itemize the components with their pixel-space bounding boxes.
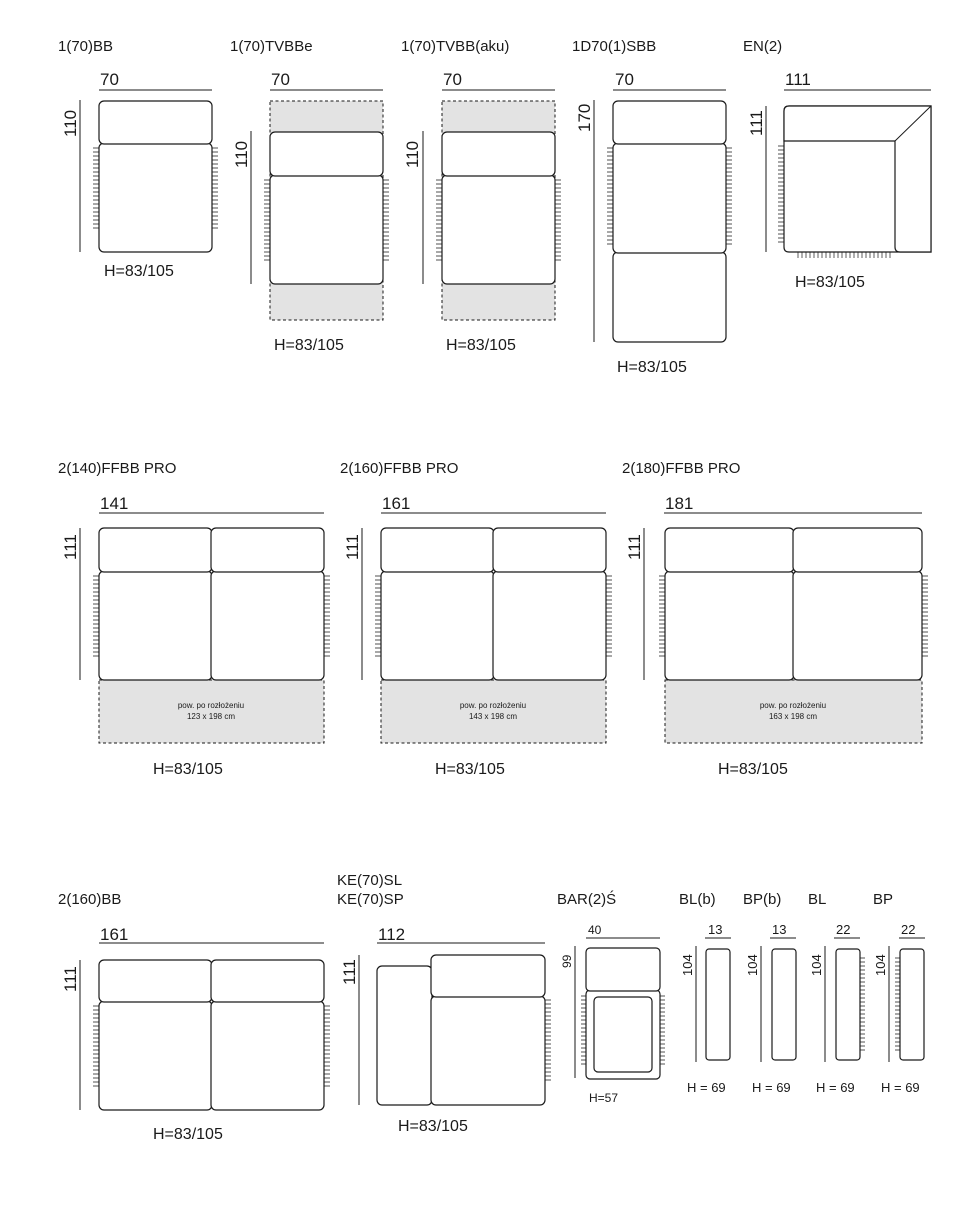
footrest-outline — [613, 252, 726, 342]
backrest-right-outline — [211, 960, 324, 1002]
module-name: 2(140)FFBB PRO — [58, 460, 177, 477]
stitching-marks-right — [545, 1000, 551, 1080]
stitching-marks-left — [93, 148, 99, 228]
module-1-70-tvbb-aku — [401, 38, 561, 354]
bed-size: 163 x 198 cm — [768, 712, 818, 721]
backrest-outline — [431, 955, 545, 997]
module-en-2 — [743, 38, 931, 291]
backrest-right-outline — [493, 528, 606, 572]
module-ke-70-sl-sp — [337, 872, 551, 1135]
height-label: H=83/105 — [795, 274, 865, 291]
bed-size: 143 x 198 cm — [468, 712, 518, 721]
depth-dimension: 104 — [873, 954, 888, 976]
stitching-marks-left — [93, 576, 99, 656]
module-1d70-1-sbb — [572, 38, 732, 376]
seat-outline — [431, 996, 545, 1105]
seat-right-outline — [211, 571, 324, 680]
module-name: BP(b) — [743, 891, 782, 908]
depth-dimension: 104 — [809, 954, 824, 976]
backrest-left-outline — [99, 528, 212, 572]
width-dimension: 161 — [100, 925, 129, 944]
stitching-marks-right — [860, 958, 865, 1050]
height-label: H = 69 — [752, 1080, 791, 1095]
stitching-marks-left — [375, 576, 381, 656]
stitching-marks-right — [324, 1006, 330, 1086]
stitching-marks-left — [436, 180, 442, 260]
module-2-180-ffbb-pro — [622, 460, 928, 778]
module-name: 2(160)BB — [58, 891, 122, 908]
depth-dimension: 111 — [61, 534, 80, 560]
module-2-160-bb — [58, 891, 330, 1143]
width-dimension: 70 — [100, 70, 119, 89]
side-arm-outline — [377, 966, 432, 1105]
backrest-outline — [99, 101, 212, 144]
height-label: H=83/105 — [153, 761, 223, 778]
stitching-marks-left — [93, 1006, 99, 1086]
seat-outline — [613, 143, 726, 253]
depth-dimension: 111 — [340, 959, 359, 985]
width-dimension: 181 — [665, 494, 694, 513]
backrest-left-outline — [381, 528, 494, 572]
module-bp-b — [743, 891, 796, 1095]
height-label: H = 69 — [687, 1080, 726, 1095]
height-label: H=83/105 — [446, 337, 516, 354]
module-name-line-2: KE(70)SP — [337, 891, 404, 908]
seat-left-outline — [99, 1001, 212, 1110]
bed-note: pow. po rozłożeniu — [177, 701, 245, 710]
depth-dimension: 104 — [680, 954, 695, 976]
stitching-marks-right — [606, 576, 612, 656]
width-dimension: 70 — [443, 70, 462, 89]
depth-dimension: 110 — [61, 109, 80, 137]
depth-dimension: 111 — [343, 534, 362, 560]
stitching-marks-left — [778, 146, 784, 242]
width-dimension: 161 — [382, 494, 411, 513]
backrest-outline — [270, 132, 383, 176]
seat-left-outline — [665, 571, 794, 680]
module-name: 1(70)TVBBe — [230, 38, 313, 55]
armrest-outline — [836, 949, 860, 1060]
height-label: H=83/105 — [104, 263, 174, 280]
bed-note: pow. po rozłożeniu — [459, 701, 527, 710]
module-name: 2(160)FFBB PRO — [340, 460, 459, 477]
stitching-marks-bottom — [798, 252, 890, 258]
module-1-70-bb — [58, 38, 218, 280]
module-name: 2(180)FFBB PRO — [622, 460, 741, 477]
width-dimension: 112 — [378, 925, 406, 944]
backrest-left-outline — [99, 960, 212, 1002]
module-name: EN(2) — [743, 38, 783, 55]
width-dimension: 70 — [615, 70, 634, 89]
depth-dimension: 104 — [745, 954, 760, 976]
depth-dimension: 111 — [61, 966, 80, 992]
backrest-right-outline — [793, 528, 922, 572]
module-name: BL(b) — [679, 891, 716, 908]
width-dimension: 13 — [772, 922, 787, 937]
stitching-marks-right — [922, 576, 928, 656]
width-dimension: 13 — [708, 922, 723, 937]
stitching-marks-left — [659, 576, 665, 656]
backrest-outline — [442, 132, 555, 176]
seat-outline — [99, 143, 212, 252]
depth-dimension: 111 — [747, 110, 766, 136]
module-name: BAR(2)Ś — [557, 891, 617, 908]
module-name-line-1: KE(70)SL — [337, 872, 403, 889]
height-label: H=83/105 — [274, 337, 344, 354]
bed-size: 123 x 198 cm — [186, 712, 236, 721]
backrest-outline — [586, 948, 660, 991]
stitching-marks-right — [660, 996, 665, 1064]
depth-dimension: 99 — [560, 954, 574, 968]
stitching-marks-right — [212, 148, 218, 228]
height-label: H = 69 — [881, 1080, 920, 1095]
width-dimension: 40 — [588, 923, 602, 937]
width-dimension: 141 — [100, 494, 129, 513]
stitching-marks-right — [555, 180, 561, 260]
depth-dimension: 170 — [575, 103, 594, 132]
seat-right-outline — [493, 571, 606, 680]
height-label: H=57 — [589, 1091, 619, 1105]
seat-right-outline — [793, 571, 922, 680]
module-bl — [808, 891, 865, 1095]
depth-dimension: 110 — [232, 140, 251, 168]
seat-left-outline — [381, 571, 494, 680]
module-name: 1(70)BB — [58, 38, 114, 55]
module-name: BL — [808, 891, 827, 908]
seat-left-outline — [99, 571, 212, 680]
width-dimension: 70 — [271, 70, 290, 89]
height-label: H=83/105 — [435, 761, 505, 778]
module-bl-b — [679, 891, 731, 1095]
armrest-outline — [772, 949, 796, 1060]
stitching-marks-left — [895, 958, 900, 1050]
stitching-marks-left — [581, 996, 586, 1064]
backrest-right-outline — [211, 528, 324, 572]
seat-outline — [442, 175, 555, 284]
stitching-marks-left — [607, 148, 613, 244]
height-label: H=83/105 — [153, 1126, 223, 1143]
stitching-marks-right — [726, 148, 732, 244]
module-name: 1(70)TVBB(aku) — [401, 38, 510, 55]
width-dimension: 22 — [836, 922, 851, 937]
depth-dimension: 111 — [625, 534, 644, 560]
module-name: 1D70(1)SBB — [572, 38, 657, 55]
backrest-outline — [613, 101, 726, 144]
module-2-160-ffbb-pro — [340, 460, 612, 778]
seat-right-outline — [211, 1001, 324, 1110]
height-label: H=83/105 — [398, 1118, 468, 1135]
backrest-left-outline — [665, 528, 794, 572]
module-2-140-ffbb-pro — [58, 460, 330, 778]
width-dimension: 22 — [901, 922, 916, 937]
height-label: H=83/105 — [617, 359, 687, 376]
module-1-70-tvbbe — [230, 38, 389, 354]
stitching-marks-left — [264, 180, 270, 260]
height-label: H=83/105 — [718, 761, 788, 778]
module-name: BP — [873, 891, 894, 908]
seat-outline — [270, 175, 383, 284]
height-label: H = 69 — [816, 1080, 855, 1095]
depth-dimension: 110 — [403, 140, 422, 168]
module-bp — [873, 891, 925, 1095]
width-dimension: 111 — [785, 70, 811, 89]
armrest-outline — [706, 949, 730, 1060]
stitching-marks-right — [324, 576, 330, 656]
module-bar-2-s — [557, 890, 665, 1105]
armrest-outline — [900, 949, 924, 1060]
bed-note: pow. po rozłożeniu — [759, 701, 827, 710]
stitching-marks-right — [383, 180, 389, 260]
bar-compartment-outline — [594, 997, 652, 1072]
